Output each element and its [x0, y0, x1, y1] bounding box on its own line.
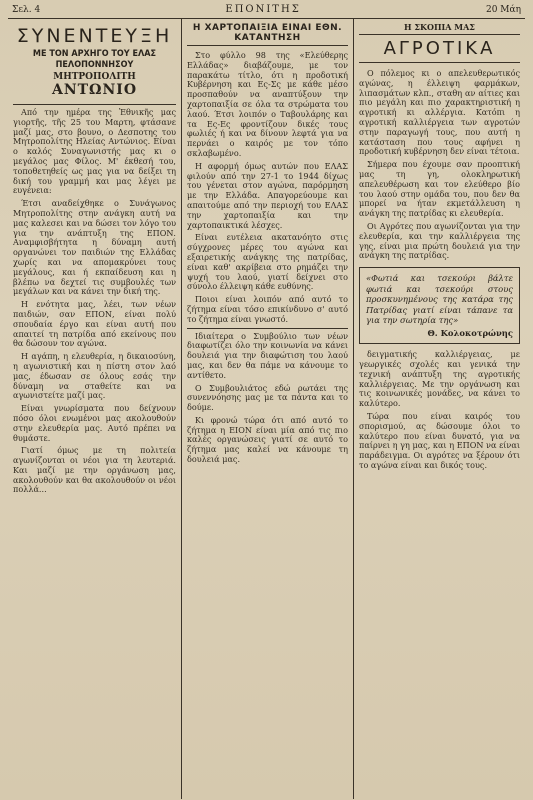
gambling-headline: Η ΧΑΡΤΟΠΑΙΞΙΑ ΕΙΝΑΙ ΕΘΝ. ΚΑΤΑΝΤΗΣΗ	[187, 23, 348, 46]
interview-name: ΜΗΤΡΟΠΟΛΙΤΗ ΑΝΤΩΝΙΟ	[51, 72, 138, 98]
paragraph: δειγματικής καλλιέργειας, με γεωργικές σχολές και γενικά την τεχνική ανάπτυξη της αγροτικής καλλιέργειας. Με την οργάνωση και τις κοινωνικές μονάδες, να κάνει το καλύτερο.	[359, 349, 520, 409]
paragraph: Από την ημέρα της Ἐθνικῆς μας γιορτῆς, τῆς 25 του Μαρτη, φτάσανε μαζί μας, στο βουνο, ο Δεσποτης του Μητροπολίτης Ηλείας Αντώνιος. Είναι ο καλός Συναγωνιστής μας κι ο μεγάλος μας Φίλος. Μ' έκθεσή του, τοποθετηθείς ως μας για να δείξει τη δική του γραμμή και μας λέγει με ευγένεια:	[13, 107, 176, 196]
column-interview	[8, 19, 182, 799]
paragraph: Η αφορμή όμως αυτών που ΕΛΑΣ φιλούν από την 27-1 το 1944 δίχως του γένεται στον αγώνα, παρόρμηση με την Ελλάδα. Απαγορεύουμε και απαιτούμε από την περιοχή του ΕΛΑΣ την χαρτοπαιξία και την χαρτοπαικτικά λέσχες.	[187, 160, 348, 230]
paragraph: Είναι γνωρίσματα που δείχνουν πόσο όλοι ενωμένοι μας ακολουθούν στην ελευθερία μας. Αυτό πρέπει να θυμάστε.	[13, 403, 176, 443]
paragraph: Η ενότητα μας, λέει, των νέων παιδιών, σαν ΕΠΟΝ, είναι πολύ σπουδαία έργο και είναι αυτή που απαιτεί τη πατρίδα από εκείνους που θα δώσουν τον αγώνα.	[13, 299, 176, 349]
paragraph: Στο φύλλο 98 της «Ελεύθερης Ελλάδας» διαβάζουμε, με τον παρακάτω τίτλο, ότι η προδοτική Κυβέρνηση και Ες-Σς με κάθε μέσο προσπαθούν να αναπτύξουν την χαρτοπαιξία σε όλα τα στρώματα του λαού. Έτσι λοιπόν ο Ταβουλάρης και τα Ες-Ες φροντίζουν δικές τους φωλιές ή και να δίνουν λεφτά για να περνάει ο καιρός με τον τόπο σκλαβωμένο.	[187, 50, 348, 158]
paragraph: Ο πόλεμος κι ο απελευθερωτικός αγώνας, η έλλειψη φαρμάκων, λιπασμάτων κλπ., σταθη αν αίτιες και πιο μεγάλη και πιο χαρακτηριστική η αγροτική κι αλλέργια. Κατόπι η αγροτική καλλιέργεια των αγροτών στην παραγωγή τους, που αυτή η κατάσταση που τους αφήνει η προδοτική κυβέρνηση δεν είναι τέτοια.	[359, 68, 520, 157]
column-agriculture	[354, 19, 525, 799]
paragraph: Ο Συμβουλιάτος εδώ ρωτάει της συνεννόησης μας με τα πάντα και το δούμε.	[187, 382, 348, 413]
paragraph: Κι φρονώ τώρα ότι από αυτό το ζήτημα η ΕΙΟΝ είναι μία από τις πιο καλές οργανώσεις γιατί σε αυτό το ζήτημα μας καλεί να κάνουμε τη δουλειά μας.	[187, 414, 348, 465]
paragraph: Τώρα που είναι καιρός του σπορισμού, ας δώσουμε όλοι το καλύτερο που είναι δυνατό, για να παίρνει η γη μας, και η ΕΠΟΝ να είναι παράδειγμα. Οι αγρότες να ξέρουν ότι το αγώνα είναι και δικός τους.	[359, 410, 520, 470]
issue-date: 20 Μάη	[485, 5, 521, 15]
page-header	[8, 4, 525, 19]
quote-text: «Φωτιά και τσεκούρι βάλτε φωτιά και τσεκούρι στους προσκυνημένους της κατάρα της Πατρίδας γιατί είναι τάπανε τα για την σωτηρία της»	[366, 273, 513, 326]
paragraph: Οι Αγρότες που αγωνίζονται για την ελευθερία, και την καλλιέργεια της γης, είναι μια πρώτη δουλειά για την ανάγκη της πατρίδας.	[359, 220, 520, 261]
page-number: Σελ. 4	[12, 5, 41, 15]
agriculture-headline: ΑΓΡΟΤΙΚΑ	[359, 34, 520, 63]
paragraph: Είναι ευτέλεια ακατανόητο στις σύγχρονες μέρες του αγώνα και εξαιρετικής ανάγκης της πατρίδας, είναι καθ' ακρίβεια στο ρημάζει την ψυχή του λαού, γιατί δείχνει στο σύνολο έλλειψη κάθε ευθύνης.	[187, 232, 348, 292]
quote-signature: Θ. Κολοκοτρώνης	[427, 327, 513, 338]
paragraph: Ποιοι είναι λοιπόν από αυτό το ζήτημα είναι τόσο επικίνδυνο σ' αυτό το ζήτημα είναι γνωστό.	[187, 294, 348, 324]
quote-box	[359, 267, 520, 344]
interview-headline: ΣΥΝΕΝΤΕΥΞΗ	[16, 25, 173, 47]
paragraph: Ιδιαίτερα ο Συμβούλιο των νέων διαφωτίζει όλο την κοινωνία να κάνει δουλειά για την διαφώτιση του λαού μας, και δεν θα πάμε να κάνουμε το αντίθετο.	[187, 330, 348, 380]
newspaper-title: ΕΠΟΝΙΤΗΣ	[225, 4, 301, 15]
paragraph: Σήμερα που έχουμε σαν προοπτική μας τη γη, ολοκληρωτική απελευθέρωση και τον ελεύθερο βίο του λαού στην ομάδα του, που δεν θα μπορεί να ήταν εκμετάλλευση η ανάγκη της πατρίδας κι ελευθερία.	[359, 159, 520, 219]
column-gambling	[182, 19, 354, 799]
paragraph: Έτσι αναδείχθηκε ο Συνάγωνος Μητροπολίτης στην ανάγκη αυτή να μας καλεσει και να δώσει τον λόγο του για την ανάπτυξη της ΕΠΟΝ. Αναμφισβήτητα η δύναμη αυτή οργανώνει τον παιδιών της Ελλάδας χωρίς και να απομακρύνει τους μεγάλους, και ή εκπαίδευση και η βλέπω να δεχτεί τις συμβουλές των μεγάλων και να κάνει την δική της.	[13, 198, 176, 297]
paragraph: Γιατί όμως με τη πολιτεία αγωνίζονται οι νέοι για τη λευτεριά. Και μαζί με την οργάνωση μας, ακολουθούν και θα ακολουθούν οι νέοι πολλά...	[13, 445, 176, 495]
interview-subheadline: ΜΕ ΤΟΝ ΑΡΧΗΓΟ ΤΟΥ ΕΛΑΣ ΠΕΛΟΠΟΝΝΗΣΟΥ	[32, 49, 157, 70]
paragraph: Η αγάπη, η ελευθερία, η δικαιοσύνη, η αγωνιστική και η πίστη στον λαό μας, έδωσαν σε όλους εσάς την δύναμη να σταθείτε και να αγωνιστείτε μαζί μας.	[13, 351, 176, 401]
section-kicker: Η ΣΚΟΠΙΑ ΜΑΣ	[404, 22, 475, 32]
